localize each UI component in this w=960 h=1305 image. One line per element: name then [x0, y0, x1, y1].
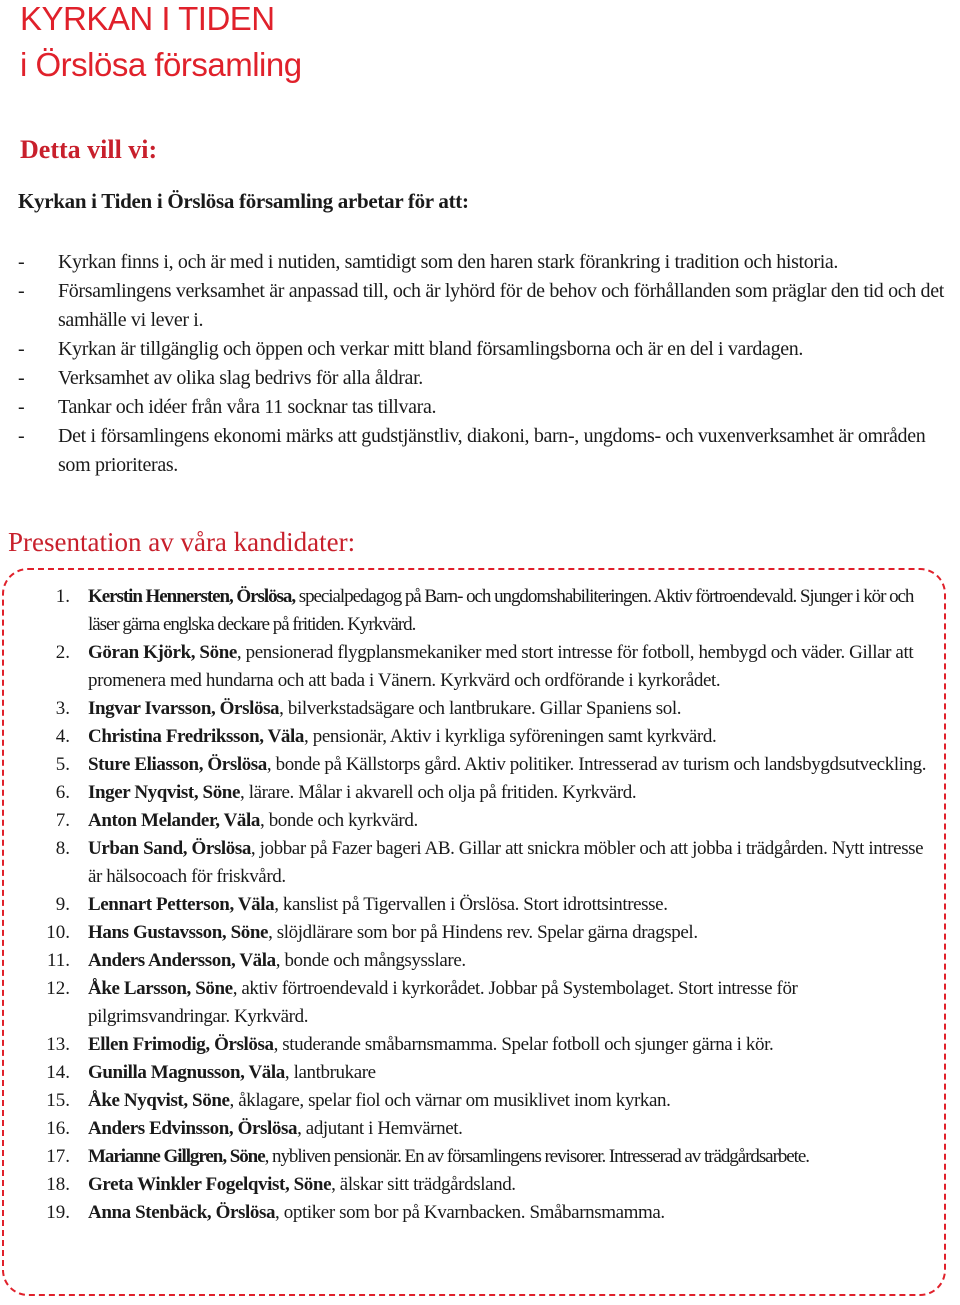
candidate-text: [88, 1087, 940, 1115]
candidate-text: [88, 1143, 940, 1171]
candidate-number: 7.: [55, 810, 70, 831]
candidate-text: [88, 1115, 940, 1143]
candidate-description: , slöjdlärare som bor på Hindens rev. Spelar gärna dragspel.: [268, 922, 698, 943]
candidate-name: Anton Melander, Väla: [88, 810, 260, 831]
candidate-number: 4.: [55, 726, 70, 747]
goal-item: - Församlingens verksamhet är anpassad till, och är lyhörd för de behov och förhållanden som präglar den tid och det samhälle vi lever i.: [18, 277, 953, 335]
goal-item: - Kyrkan finns i, och är med i nutiden, samtidigt som den haren stark förankring i tradition och historia.: [18, 248, 953, 277]
goals-list: [18, 248, 953, 480]
candidate-item: [20, 835, 940, 891]
candidate-description: , optiker som bor på Kvarnbacken. Småbarnsmamma.: [275, 1202, 665, 1223]
candidate-name: Anders Edvinsson, Örslösa: [88, 1118, 298, 1139]
candidate-name: Kerstin Hennersten, Örslösa,: [88, 586, 296, 607]
candidate-name: Ellen Frimodig, Örslösa: [88, 1034, 274, 1055]
candidate-number: 13.: [46, 1034, 70, 1055]
candidate-number: 11.: [46, 950, 70, 971]
goal-text: Kyrkan är tillgänglig och öppen och verkar mitt bland församlingsborna och är en del i vardagen.: [58, 338, 804, 360]
goal-text: Verksamhet av olika slag bedrivs för alla åldrar.: [58, 367, 423, 389]
candidate-number: 9.: [55, 894, 70, 915]
candidate-number: 18.: [46, 1174, 70, 1195]
candidate-name: Marianne Gillgren, Söne: [88, 1146, 265, 1167]
candidate-number: 5.: [55, 754, 70, 775]
candidate-name: Hans Gustavsson, Söne: [88, 922, 269, 943]
candidate-description: , bilverkstadsägare och lantbrukare. Gillar Spaniens sol.: [279, 698, 682, 719]
candidate-description: specialpedagog på Barn- och ungdomshabiliteringen. Aktiv förtroendevald. Sjunger i kör och läser gärna englska deckare på fritiden. Kyrkvärd.: [88, 586, 914, 635]
candidate-item: [20, 1087, 940, 1115]
candidate-number: 12.: [46, 978, 70, 999]
candidate-text: [88, 779, 940, 807]
candidate-item: [20, 1059, 940, 1087]
candidate-description: , lärare. Målar i akvarell och olja på fritiden. Kyrkvärd.: [240, 782, 637, 803]
goal-text: Det i församlingens ekonomi märks att gudstjänstliv, diakoni, barn-, ungdoms- och vuxenverksamhet är områden som prioriteras.: [58, 425, 926, 476]
candidate-number: 10.: [46, 922, 70, 943]
candidate-text: [88, 1059, 940, 1087]
candidate-number: 6.: [55, 782, 70, 803]
candidate-name: Urban Sand, Örslösa: [88, 838, 251, 859]
candidate-description: , studerande småbarnsmamma. Spelar fotboll och sjunger gärna i kör.: [273, 1034, 774, 1055]
candidate-item: [20, 947, 940, 975]
candidate-name: Lennart Petterson, Väla: [88, 894, 275, 915]
candidate-number: 1.: [55, 586, 70, 607]
candidate-text: [88, 1031, 940, 1059]
goals-heading: Detta vill vi:: [20, 135, 158, 164]
candidate-text: [88, 723, 940, 751]
candidate-item: [20, 975, 940, 1031]
candidate-name: Sture Eliasson, Örslösa: [88, 754, 267, 775]
candidate-item: [20, 1171, 940, 1199]
goal-text: Kyrkan finns i, och är med i nutiden, samtidigt som den haren stark förankring i tradition och historia.: [58, 251, 839, 273]
candidate-name: Anders Andersson, Väla: [88, 950, 276, 971]
candidate-item: [20, 919, 940, 947]
candidate-text: [88, 1199, 940, 1227]
candidate-description: , bonde och kyrkvärd.: [260, 810, 418, 831]
candidate-number: 14.: [46, 1062, 70, 1083]
candidate-text: [88, 807, 940, 835]
candidate-text: [88, 835, 940, 891]
candidate-item: [20, 891, 940, 919]
goal-item: - Tankar och idéer från våra 11 socknar tas tillvara.: [18, 393, 953, 422]
candidate-name: Åke Nyqvist, Söne: [88, 1090, 230, 1111]
candidate-text: [88, 639, 940, 695]
candidate-number: 15.: [46, 1090, 70, 1111]
candidate-item: [20, 583, 940, 639]
candidates-heading: Presentation av våra kandidater:: [8, 527, 356, 557]
candidate-description: , bonde på Källstorps gård. Aktiv politiker. Intresserad av turism och landsbygdsutveckling.: [266, 754, 927, 775]
candidate-description: , pensionerad flygplansmekaniker med stort intresse för fotboll, hembygd och väder. Gillar att promenera med hundarna och att bada i Vänern. Kyrkvärd och ordförande i kyrkorådet.: [88, 642, 914, 691]
document-subtitle: i Örslösa församling: [20, 46, 302, 83]
candidate-item: [20, 1199, 940, 1227]
candidate-number: 2.: [55, 642, 70, 663]
candidate-item: [20, 1115, 940, 1143]
candidate-text: [88, 583, 940, 639]
candidate-name: Greta Winkler Fogelqvist, Söne: [88, 1174, 332, 1195]
candidate-name: Åke Larsson, Söne: [88, 978, 233, 999]
candidate-text: [88, 947, 940, 975]
candidate-number: 19.: [46, 1202, 70, 1223]
candidate-item: [20, 779, 940, 807]
candidate-description: , bonde och mångsysslare.: [275, 950, 466, 971]
candidate-name: Ingvar Ivarsson, Örslösa: [88, 698, 280, 719]
candidate-number: 16.: [46, 1118, 70, 1139]
candidate-item: [20, 639, 940, 695]
candidate-text: [88, 919, 940, 947]
document-title: KYRKAN I TIDEN: [20, 0, 275, 37]
candidate-description: , pensionär, Aktiv i kyrkliga syföreningen samt kyrkvärd.: [304, 726, 717, 747]
candidate-description: , åklagare, spelar fiol och värnar om musiklivet inom kyrkan.: [229, 1090, 671, 1111]
candidates-list: [20, 583, 940, 1227]
candidate-text: [88, 891, 940, 919]
candidate-description: , jobbar på Fazer bageri AB. Gillar att snickra möbler och att jobba i trädgården. Nytt intresse är hälsocoach för friskvård.: [88, 838, 924, 887]
goal-item: - Det i församlingens ekonomi märks att gudstjänstliv, diakoni, barn-, ungdoms- och vuxenverksamhet är områden som prioriteras.: [18, 422, 953, 480]
candidate-item: [20, 807, 940, 835]
candidate-item: [20, 1031, 940, 1059]
candidate-name: Gunilla Magnusson, Väla: [88, 1062, 285, 1083]
candidate-item: [20, 1143, 940, 1171]
candidate-text: [88, 1171, 940, 1199]
goal-item: - Kyrkan är tillgänglig och öppen och verkar mitt bland församlingsborna och är en del i vardagen.: [18, 335, 953, 364]
goal-text: Församlingens verksamhet är anpassad till, och är lyhörd för de behov och förhållanden som präglar den tid och det samhälle vi lever i.: [58, 280, 944, 331]
candidate-name: Inger Nyqvist, Söne: [88, 782, 240, 803]
candidate-description: , kanslist på Tigervallen i Örslösa. Stort idrottsintresse.: [274, 894, 668, 915]
candidate-text: [88, 695, 940, 723]
candidate-text: [88, 975, 940, 1031]
goals-subheading: Kyrkan i Tiden i Örslösa församling arbetar för att:: [18, 189, 469, 213]
candidate-number: 17.: [46, 1146, 70, 1167]
candidate-description: , aktiv förtroendevald i kyrkorådet. Jobbar på Systembolaget. Stort intresse för pilgrimsvandringar. Kyrkvärd.: [88, 978, 798, 1027]
candidate-name: Christina Fredriksson, Väla: [88, 726, 305, 747]
candidate-description: , nybliven pensionär. En av församlingens revisorer. Intresserad av trädgårdsarbete.: [264, 1146, 809, 1167]
candidate-name: Göran Kjörk, Söne: [88, 642, 237, 663]
goal-text: Tankar och idéer från våra 11 socknar tas tillvara.: [58, 396, 437, 418]
candidate-text: [88, 751, 940, 779]
candidate-item: [20, 695, 940, 723]
candidate-description: , lantbrukare: [284, 1062, 376, 1083]
candidate-number: 8.: [55, 838, 70, 859]
candidate-item: [20, 751, 940, 779]
goal-item: - Verksamhet av olika slag bedrivs för alla åldrar.: [18, 364, 953, 393]
candidate-name: Anna Stenbäck, Örslösa: [88, 1202, 276, 1223]
candidate-description: , adjutant i Hemvärnet.: [297, 1118, 463, 1139]
candidate-number: 3.: [55, 698, 70, 719]
candidate-description: , älskar sitt trädgårdsland.: [331, 1174, 516, 1195]
candidate-item: [20, 723, 940, 751]
